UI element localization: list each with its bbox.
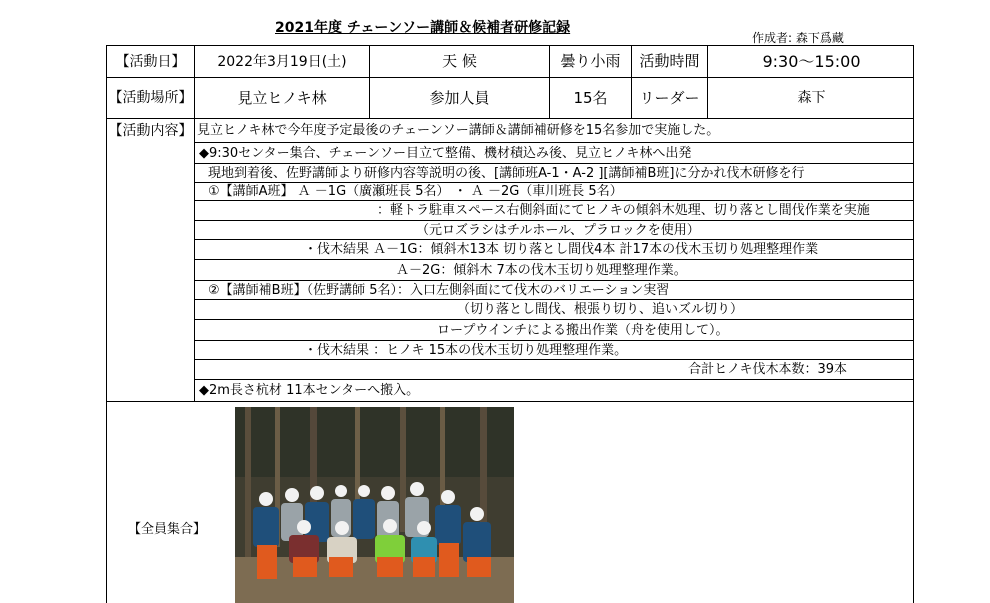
participants-label: 参加人員 [429, 88, 490, 107]
photo-label: 【全員集合】 [127, 521, 206, 537]
group-photo-illustration [235, 407, 514, 603]
content-line: 見立ヒノキ林で今年度予定最後のチェーンソー講師＆講師補研修を15名参加で実施した。 [197, 123, 720, 138]
time-label: 活動時間 [639, 52, 700, 70]
leader-label: リーダー [639, 88, 700, 107]
date-label: 【活動日】 [115, 53, 186, 70]
time-value: 9:30～15:00 [762, 51, 861, 71]
content-line: Ａ－2G：傾斜木 7本の伐木玉切り処理整理作業。 [396, 262, 687, 278]
record-table [106, 45, 914, 603]
content-line: ①【講師A班】 Ａ －1G（廣瀬班長 5名） ・ Ａ －2G（車川班長 5名） [208, 184, 623, 199]
content-line: ：軽トラ駐車スペース右側斜面にてヒノキの傾斜木処理、切り落とし間伐作業を実施 [377, 203, 870, 218]
page-title: 2021年度 チェーンソー講師＆候補者研修記録 [275, 20, 571, 36]
place-value: 見立ヒノキ林 [237, 88, 327, 107]
content-line: ②【講師補B班】（佐野講師 5名）：入口左側斜面にて伐木のバリエーション実習 [208, 282, 670, 298]
leader-value: 森下 [797, 90, 826, 106]
participants-value: 15名 [573, 88, 608, 107]
content-line: ◆2m長さ杭材 11本センターへ搬入。 [199, 383, 420, 398]
place-label: 【活動場所】 [108, 90, 193, 106]
content-line: ◆9:30センター集合、チェーンソー目立て整備、機材積込み後、見立ヒノキ林へ出発 [199, 145, 692, 161]
content-line: ・伐木結果 ：ヒノキ 15本の伐木玉切り処理整理作業。 [304, 342, 628, 358]
weather-label: 天 候 [442, 52, 477, 70]
content-line: ロープウインチによる搬出作業（舟を使用して）。 [437, 322, 729, 338]
content-line: 現地到着後、佐野講師より研修内容等説明の後、[講師班A-1・A-2 ][講師補B班]に分かれ伐木研修を行 [208, 165, 805, 181]
total-line: 合計ヒノキ伐木本数：39本 [688, 362, 847, 377]
author: 作成者: 森下爲藏 [752, 31, 844, 45]
content-line: （切り落とし間伐、根張り切り、追いズル切り） [457, 302, 744, 317]
group-photo [235, 407, 514, 603]
weather-value: 曇り小雨 [560, 52, 621, 70]
content-line: （元ロズラシはチルホール、プラロックを使用） [416, 222, 700, 238]
content-label: 【活動内容】 [108, 123, 193, 139]
date-value: 2022年3月19日(土) [217, 53, 347, 70]
content-line: ・伐木結果 Ａ－1G：傾斜木13本 切り落とし間伐4本 計17本の伐木玉切り処理整理作業 [304, 242, 819, 257]
